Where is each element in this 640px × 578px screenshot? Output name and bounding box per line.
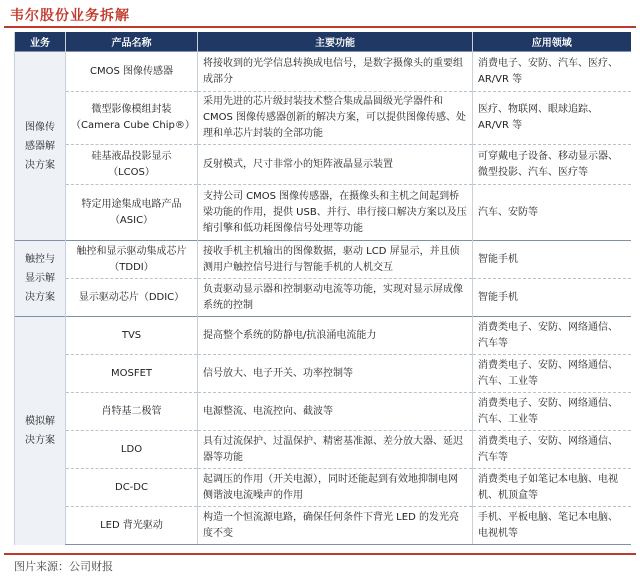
product-cell: DC-DC	[66, 469, 198, 507]
table-row	[15, 431, 631, 469]
table-row	[15, 92, 631, 145]
product-cell: 显示驱动芯片（DDIC）	[66, 279, 198, 317]
table-row	[15, 185, 631, 241]
business-cell: 模拟解决方案	[15, 317, 66, 545]
product-cell: 触控和显示驱动集成芯片（TDDI）	[66, 241, 198, 279]
business-cell: 触控与显示解决方案	[15, 241, 66, 317]
application-cell: 消费类电子、安防、网络通信、汽车等	[473, 431, 631, 469]
table-row	[15, 241, 631, 279]
application-cell: 医疗、物联网、眼球追踪、AR/VR 等	[473, 92, 631, 145]
product-cell: TVS	[66, 317, 198, 355]
product-cell: MOSFET	[66, 355, 198, 393]
function-cell: 负责驱动显示器和控制驱动电流等功能，实现对显示屏成像系统的控制	[198, 279, 473, 317]
header-business: 业务	[15, 32, 66, 52]
product-cell: 微型影像模组封装（Camera Cube Chip®）	[66, 92, 198, 145]
product-cell: LDO	[66, 431, 198, 469]
application-cell: 汽车、安防等	[473, 185, 631, 241]
function-cell: 接收手机主机输出的图像数据，驱动 LCD 屏显示，并且侦测用户触控信号进行与智能手机的人机交互	[198, 241, 473, 279]
function-cell: 提高整个系统的防静电/抗浪涌电流能力	[198, 317, 473, 355]
business-cell: 图像传感器解决方案	[15, 52, 66, 241]
table-row	[15, 507, 631, 545]
table-header	[15, 32, 631, 52]
application-cell: 消费类电子如笔记本电脑、电视机、机顶盒等	[473, 469, 631, 507]
application-cell: 手机、平板电脑、笔记本电脑、电视机等	[473, 507, 631, 545]
application-cell: 智能手机	[473, 241, 631, 279]
function-cell: 起调压的作用（开关电源），同时还能起到有效地抑制电网侧谐波电流噪声的作用	[198, 469, 473, 507]
function-cell: 信号放大、电子开关、功率控制等	[198, 355, 473, 393]
header-function: 主要功能	[198, 32, 473, 52]
function-cell: 电源整流、电流控向、截波等	[198, 393, 473, 431]
function-cell: 将接收到的光学信息转换成电信号，是数字摄像头的重要组成部分	[198, 52, 473, 92]
product-cell: 特定用途集成电路产品（ASIC）	[66, 185, 198, 241]
application-cell: 可穿戴电子设备、移动显示器、微型投影、汽车、医疗等	[473, 145, 631, 185]
function-cell: 具有过流保护、过温保护、精密基准源、差分放大器、延迟器等功能	[198, 431, 473, 469]
table-row	[15, 355, 631, 393]
application-cell: 消费类电子、安防、网络通信、汽车、工业等	[473, 393, 631, 431]
application-cell: 智能手机	[473, 279, 631, 317]
source-note: 图片来源：公司财报	[14, 560, 113, 573]
function-cell: 支持公司 CMOS 图像传感器，在摄像头和主机之间起到桥梁功能的作用，提供 USB、并行、串行接口解决方案以及压缩引擎和低功耗图像信号处理等功能	[198, 185, 473, 241]
business-table	[14, 32, 631, 545]
table-row	[15, 317, 631, 355]
table-row	[15, 52, 631, 92]
product-cell: 硅基液晶投影显示（LCOS）	[66, 145, 198, 185]
product-cell: LED 背光驱动	[66, 507, 198, 545]
header-product: 产品名称	[66, 32, 198, 52]
function-cell: 采用先进的芯片级封装技术整合集成晶圆级光学器件和 CMOS 图像传感器创新的解决方案，可以提供图像传感、处理和单芯片封装的全部功能	[198, 92, 473, 145]
title-bar	[4, 2, 636, 28]
application-cell: 消费类电子、安防、网络通信、汽车、工业等	[473, 355, 631, 393]
table-row	[15, 393, 631, 431]
application-cell: 消费类电子、安防、网络通信、汽车等	[473, 317, 631, 355]
function-cell: 构造一个恒流源电路，确保任何条件下背光 LED 的发光亮度不变	[198, 507, 473, 545]
product-cell: 肖特基二极管	[66, 393, 198, 431]
page-title: 韦尔股份业务拆解	[10, 8, 130, 24]
product-cell: CMOS 图像传感器	[66, 52, 198, 92]
table-row	[15, 145, 631, 185]
application-cell: 消费电子、安防、汽车、医疗、AR/VR 等	[473, 52, 631, 92]
table-row	[15, 469, 631, 507]
header-application: 应用领域	[473, 32, 631, 52]
table-row	[15, 279, 631, 317]
function-cell: 反射模式，尺寸非常小的矩阵液晶显示装置	[198, 145, 473, 185]
footer	[4, 553, 636, 575]
